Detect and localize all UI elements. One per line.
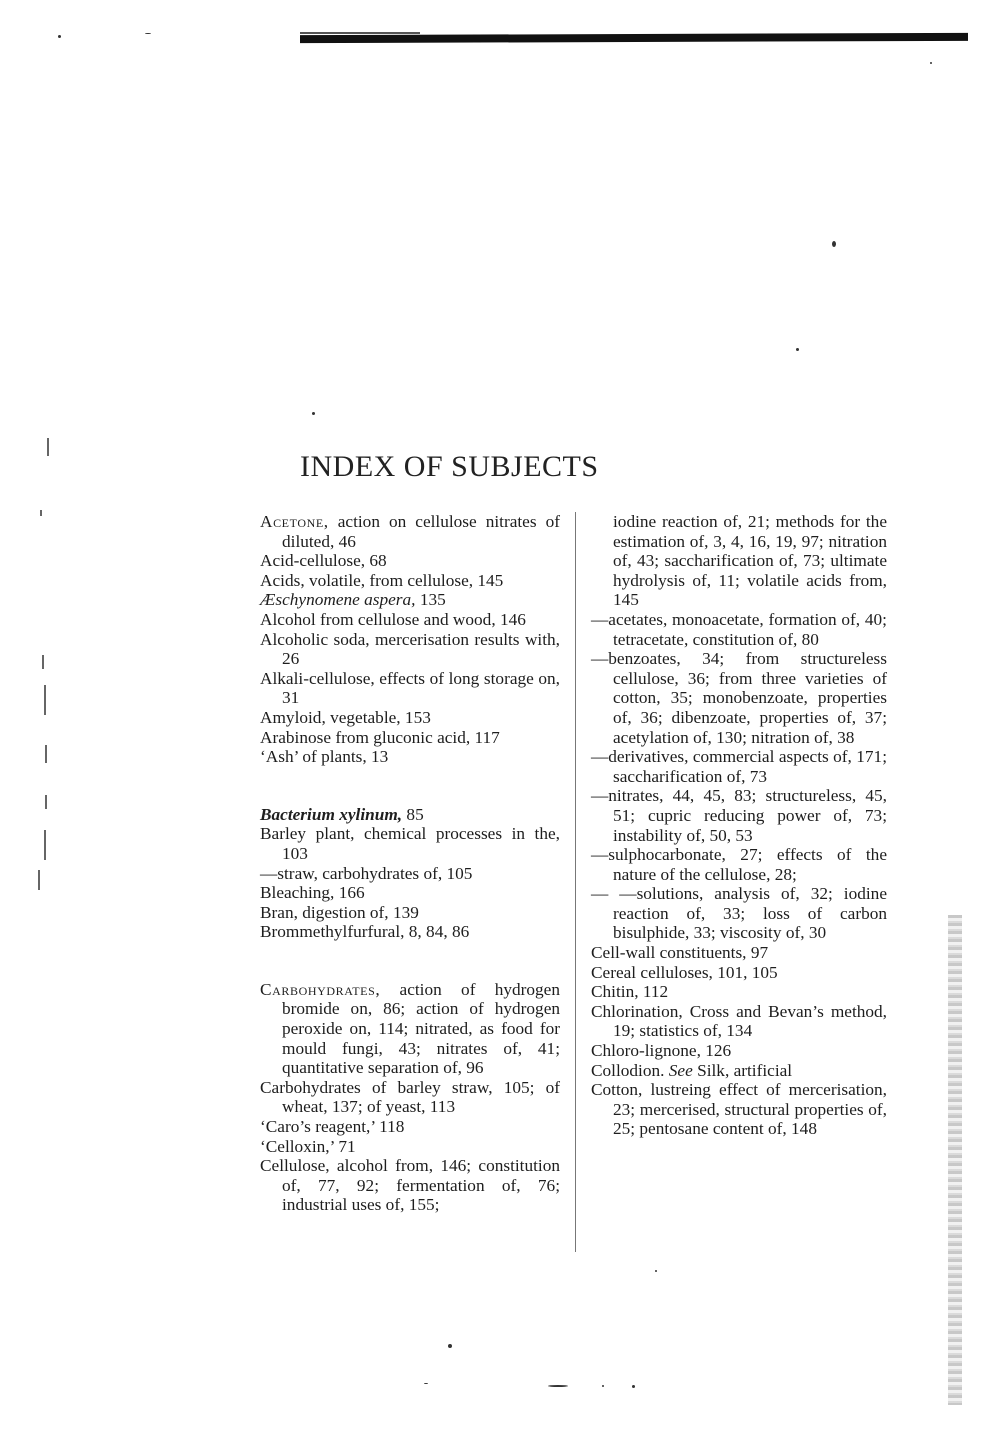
index-entry: Cotton, lustreing effect of mercerisation, 23; mercerised, structural properties of, 25; pentosane content of, 148 xyxy=(591,1080,887,1139)
entry-text: 135 xyxy=(415,590,446,610)
index-entry: Alkali-cellulose, effects of long storage on, 31 xyxy=(260,668,560,708)
index-entry: Amyloid, vegetable, 153 xyxy=(260,707,431,727)
index-entry xyxy=(260,980,560,1078)
entry-text: 85 xyxy=(402,804,424,824)
entry-headword: Bacterium xylinum, xyxy=(260,804,403,824)
entry-text: action of hydrogen bromide on, 86; action of hydrogen peroxide on, 114; nitrated, as food for mould fungi, 43; nitrates of, 41; quantitative separation of, 96 xyxy=(282,979,560,1078)
scan-left-mark xyxy=(40,510,42,516)
scan-speck xyxy=(424,1383,428,1384)
section-gap xyxy=(260,942,560,980)
index-entry: ‘Ash’ of plants, 13 xyxy=(260,747,389,767)
scan-left-mark xyxy=(45,795,47,809)
index-subentry: —sulphocarbonate, 27; effects of the nature of the cellulose, 28; xyxy=(591,845,887,884)
scan-artifact-bar xyxy=(300,33,968,43)
scan-speck xyxy=(930,62,932,64)
index-entry: Alcoholic soda, mercerisation results with, 26 xyxy=(260,629,560,669)
cross-reference: See xyxy=(668,1060,693,1080)
scan-artifact-line xyxy=(300,32,420,34)
index-entry: Cellulose, alcohol from, 146; constitution of, 77, 92; fermentation of, 76; industrial uses of, 155; xyxy=(260,1156,560,1215)
index-entry: ‘Celloxin,’ 71 xyxy=(260,1136,356,1156)
scan-speck xyxy=(448,1344,452,1348)
index-entry: ‘Caro’s reagent,’ 118 xyxy=(260,1117,405,1137)
scan-left-mark xyxy=(47,438,49,456)
index-entry: Cell-wall constituents, 97 xyxy=(591,943,769,963)
index-subentry: —benzoates, 34; from structureless cellulose, 36; from three varieties of cotton, 35; monobenzoate, properties of, 36; dibenzoate, properties of, 37; acetylation of, 130; nitration of, 38 xyxy=(591,649,887,747)
index-entry: —straw, carbohydrates of, 105 xyxy=(260,863,473,883)
entry-headword: Acetone, xyxy=(260,512,329,531)
index-subentry: — —solutions, analysis of, 32; iodine reaction of, 33; loss of carbon bisulphide, 33; viscosity of, 30 xyxy=(591,884,887,943)
index-entry: Acid-cellulose, 68 xyxy=(260,551,387,571)
index-column-left xyxy=(260,512,560,1215)
scan-speck xyxy=(632,1385,635,1388)
index-entry xyxy=(260,590,560,610)
index-column-right xyxy=(591,512,887,1139)
scan-speck xyxy=(655,1270,657,1272)
scan-left-mark xyxy=(45,745,47,763)
scan-speck xyxy=(58,35,61,38)
index-entry xyxy=(260,512,560,551)
index-entry: Brommethylfurfural, 8, 84, 86 xyxy=(260,922,470,942)
index-entry xyxy=(260,805,560,825)
entry-text: Silk, artificial xyxy=(692,1060,793,1080)
scan-speck xyxy=(145,33,151,34)
entry-headword: Æschynomene aspera, xyxy=(260,590,416,610)
entry-text: action on cellulose nitrates of diluted, 46 xyxy=(282,512,560,551)
scan-speck xyxy=(312,412,315,415)
index-entry: Bran, digestion of, 139 xyxy=(260,902,419,922)
index-entry-continued: iodine reaction of, 21; methods for the estimation of, 3, 4, 16, 19, 97; nitration of, 43; saccharification of, 73; ultimate hydrolysis of, 11; volatile acids from, 145 xyxy=(613,512,887,610)
scan-page-edge xyxy=(948,915,962,1405)
index-entry: Acids, volatile, from cellulose, 145 xyxy=(260,570,504,590)
scan-left-mark xyxy=(42,655,44,669)
index-subentry: —acetates, monoacetate, formation of, 40; tetracetate, constitution of, 80 xyxy=(591,609,887,649)
entry-headword: Carbohydrates, xyxy=(260,979,381,999)
index-entry: Bleaching, 166 xyxy=(260,883,365,903)
index-entry xyxy=(591,1061,887,1081)
scan-speck xyxy=(602,1385,604,1387)
scan-left-mark xyxy=(38,870,40,890)
scan-speck xyxy=(832,241,836,247)
index-subentry: —nitrates, 44, 45, 83; structureless, 45, 51; cupric reducing power of, 73; instability of, 50, 53 xyxy=(591,786,887,845)
index-entry: Chitin, 112 xyxy=(591,982,669,1002)
entry-headword: Collodion. xyxy=(591,1060,669,1080)
section-gap xyxy=(260,767,560,805)
index-entry: Alcohol from cellulose and wood, 146 xyxy=(260,609,526,629)
page-title: INDEX OF SUBJECTS xyxy=(300,450,599,483)
scan-left-mark xyxy=(44,830,46,860)
index-subentry: —derivatives, commercial aspects of, 171; saccharification of, 73 xyxy=(591,747,887,786)
index-entry: Arabinose from gluconic acid, 117 xyxy=(260,727,500,747)
index-entry: Barley plant, chemical processes in the, 103 xyxy=(260,824,560,863)
index-entry: Cereal celluloses, 101, 105 xyxy=(591,962,778,982)
index-entry: Carbohydrates of barley straw, 105; of wheat, 137; of yeast, 113 xyxy=(260,1077,560,1117)
scan-speck xyxy=(548,1385,568,1387)
scan-speck xyxy=(796,348,799,351)
scan-left-mark xyxy=(44,685,46,715)
index-entry: Chlorination, Cross and Bevan’s method, 19; statistics of, 134 xyxy=(591,1001,887,1041)
column-divider xyxy=(575,512,576,1252)
index-entry: Chloro-lignone, 126 xyxy=(591,1041,732,1061)
